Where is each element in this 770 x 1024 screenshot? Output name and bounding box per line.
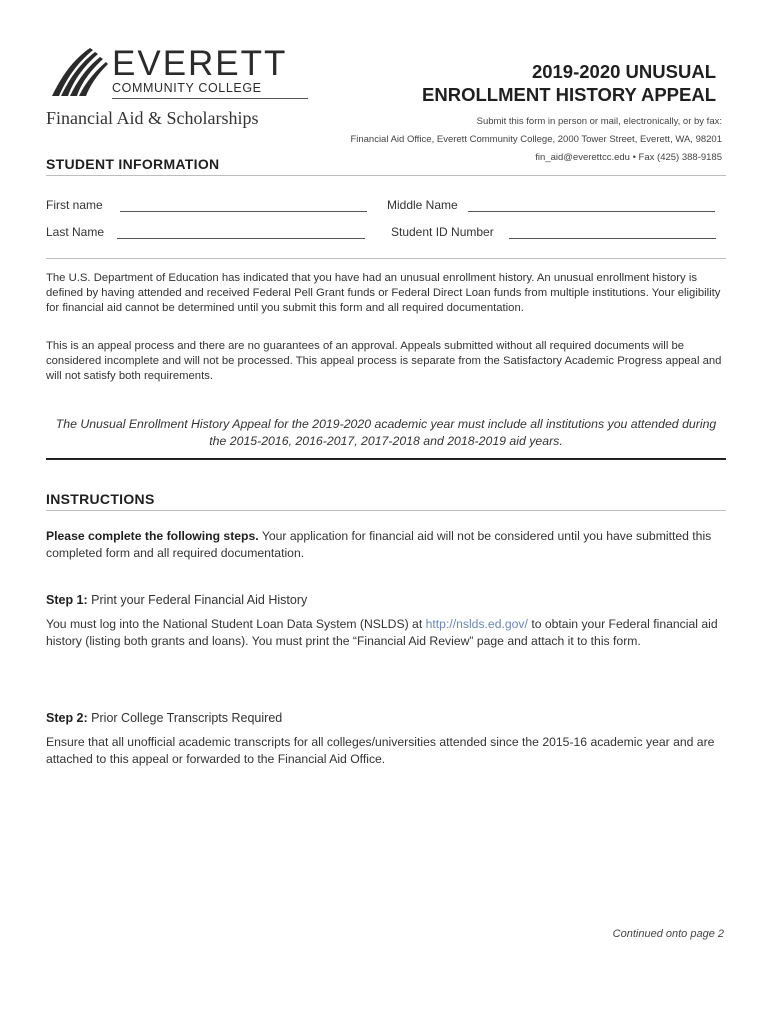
continued-note: Continued onto page 2 [612,928,724,940]
instructions-lead-text: Your application for financial aid will not be considered until you have submitted this completed form and all required documentation. [46,529,712,560]
step-2-heading: Prior College Transcripts Required [91,711,283,725]
student-id-field[interactable] [509,238,716,239]
step-2-title [46,711,282,725]
step-2-label: Step 2: [46,711,88,725]
logo-subtitle: COMMUNITY COLLEGE [112,81,262,95]
step-1-label: Step 1: [46,593,88,607]
intro-paragraph-1: The U.S. Department of Education has indicated that you have had an unusual enrollment history. An unusual enrollment history is defined by having attended and received Federal Pell Grant funds or Federal Direct Loan funds from multiple institutions. Your eligibility for financial aid cannot be determined until you submit this form and all required documentation. [46,272,721,314]
office-address: Financial Aid Office, Everett Community College, 2000 Tower Street, Everett, WA, 98201 [350,134,722,145]
divider [46,175,726,176]
first-name-field[interactable] [120,211,367,212]
step-1-text-after: to obtain your Federal financial aid history (listing both grants and loans). You must print the “Financial Aid Review” page and attach it to this form. [46,617,718,648]
first-name-label: First name [46,198,103,212]
notice-text: The Unusual Enrollment History Appeal for the 2019-2020 academic year must include all institutions you attended during the 2015-2016, 2016-2017, 2017-2018 and 2018-2019 aid years. [55,417,717,448]
student-id-label: Student ID Number [391,225,494,239]
submit-note: Submit this form in person or mail, electronically, or by fax: [476,116,722,127]
form-title-line2: ENROLLMENT HISTORY APPEAL [422,84,716,105]
logo-divider [112,98,308,99]
intro-paragraph-2: This is an appeal process and there are no guarantees of an approval. Appeals submitted without all required documents will be considered incomplete and will not be processed. This appeal process is separate from the Satisfactory Academic Progress appeal and will not satisfy both requirements. [46,340,722,382]
divider [46,458,726,460]
logo-department: Financial Aid & Scholarships [46,108,259,128]
middle-name-field[interactable] [468,211,715,212]
divider [46,258,726,259]
form-title-line1: 2019-2020 UNUSUAL [531,61,716,82]
college-logo [46,44,288,130]
email-fax: fin_aid@everettcc.edu • Fax (425) 388-9185 [535,152,722,163]
step-1-title [46,593,307,607]
last-name-field[interactable] [117,238,365,239]
step-1-text-before: You must log into the National Student Loan Data System (NSLDS) at [46,617,423,631]
instructions-heading: INSTRUCTIONS [46,491,155,507]
step-2-text: Ensure that all unofficial academic transcripts for all colleges/universities attended since the 2015-16 academic year and are attached to this appeal or forwarded to the Financial Aid Office. [46,735,715,766]
college-logo-icon [46,46,110,98]
last-name-label: Last Name [46,225,105,239]
step-1-heading: Print your Federal Financial Aid History [91,593,308,607]
instructions-lead [46,528,728,562]
nslds-link[interactable]: http://nslds.ed.gov/ [425,617,528,631]
middle-name-label: Middle Name [387,198,458,212]
logo-name: EVERETT [112,44,288,83]
form-title [422,60,716,106]
student-info-heading: STUDENT INFORMATION [46,156,220,172]
instructions-lead-bold: Please complete the following steps. [46,529,259,543]
divider [46,510,726,511]
step-1-text [46,616,728,650]
